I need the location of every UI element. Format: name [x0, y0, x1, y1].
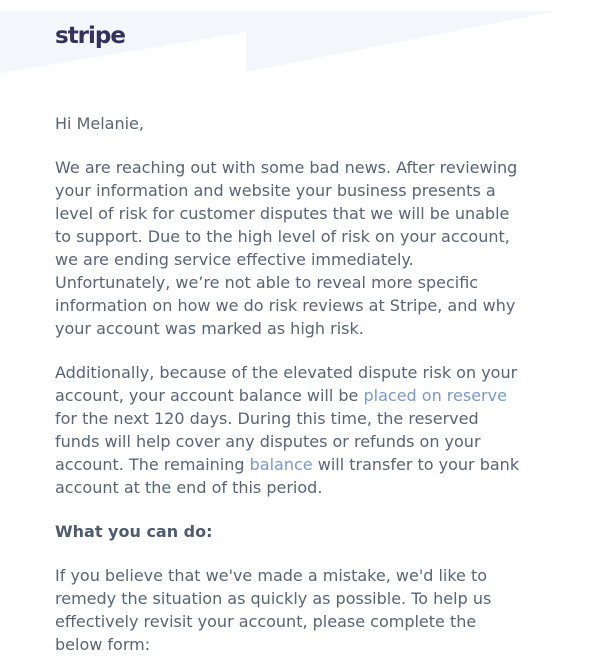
- body-text-line: [55, 248, 550, 271]
- body-text-line: [55, 430, 550, 453]
- body-text-line: [55, 294, 550, 317]
- text-segment: Unfortunately, we’re not able to reveal more specific: [55, 273, 479, 292]
- paragraph-remedy-instructions: [55, 564, 550, 656]
- body-text-line: [55, 633, 550, 656]
- paragraph-risk-notice: [55, 156, 550, 340]
- paragraph-reserve-info: [55, 361, 550, 499]
- text-segment: account. The remaining: [55, 455, 250, 474]
- greeting-text: Hi Melanie,: [55, 114, 144, 133]
- text-segment: effectively revisit your account, please complete the: [55, 612, 477, 631]
- body-text-line: [55, 564, 550, 587]
- text-segment: below form:: [55, 635, 151, 654]
- text-segment: If you believe that we've made a mistake, we'd like to: [55, 566, 488, 585]
- text-segment: Additionally, because of the elevated dispute risk on your: [55, 363, 518, 382]
- body-text-line: [55, 587, 550, 610]
- text-segment: level of risk for customer disputes that we will be unable: [55, 204, 510, 223]
- text-segment: account at the end of this period.: [55, 478, 323, 497]
- text-segment: your account was marked as high risk.: [55, 319, 364, 338]
- text-segment: we are ending service effective immediately.: [55, 250, 414, 269]
- inline-link[interactable]: balance: [249, 455, 313, 474]
- inline-link[interactable]: placed on reserve: [363, 386, 507, 405]
- text-segment: for the next 120 days. During this time, the reserved: [55, 409, 479, 428]
- text-segment: account, your account balance will be: [55, 386, 364, 405]
- body-text-line: [55, 384, 550, 407]
- body-text-line: [55, 453, 550, 476]
- body-text-line: [55, 271, 550, 294]
- text-segment: We are reaching out with some bad news. After reviewing: [55, 158, 518, 177]
- text-segment: will transfer to your bank: [312, 455, 520, 474]
- body-text-line: [55, 317, 550, 340]
- body-text-line: [55, 361, 550, 384]
- text-segment: your information and website your business presents a: [55, 181, 496, 200]
- body-text-line: [55, 407, 550, 430]
- email-header: [0, 0, 600, 95]
- text-segment: to support. Due to the high level of risk on your account,: [55, 227, 510, 246]
- body-text-line: [55, 202, 550, 225]
- body-text-line: [55, 156, 550, 179]
- text-segment: remedy the situation as quickly as possible. To help us: [55, 589, 492, 608]
- body-text-line: [55, 179, 550, 202]
- body-text-line: [55, 476, 550, 499]
- text-segment: information on how we do risk reviews at Stripe, and why: [55, 296, 516, 315]
- email-body: [0, 95, 600, 656]
- header-stripe-right: [246, 11, 557, 72]
- body-text-line: [55, 225, 550, 248]
- body-text-line: [55, 610, 550, 633]
- stripe-logo[interactable]: stripe: [55, 23, 125, 49]
- section-heading-what-you-can-do: What you can do:: [55, 522, 213, 541]
- text-segment: funds will help cover any disputes or refunds on your: [55, 432, 481, 451]
